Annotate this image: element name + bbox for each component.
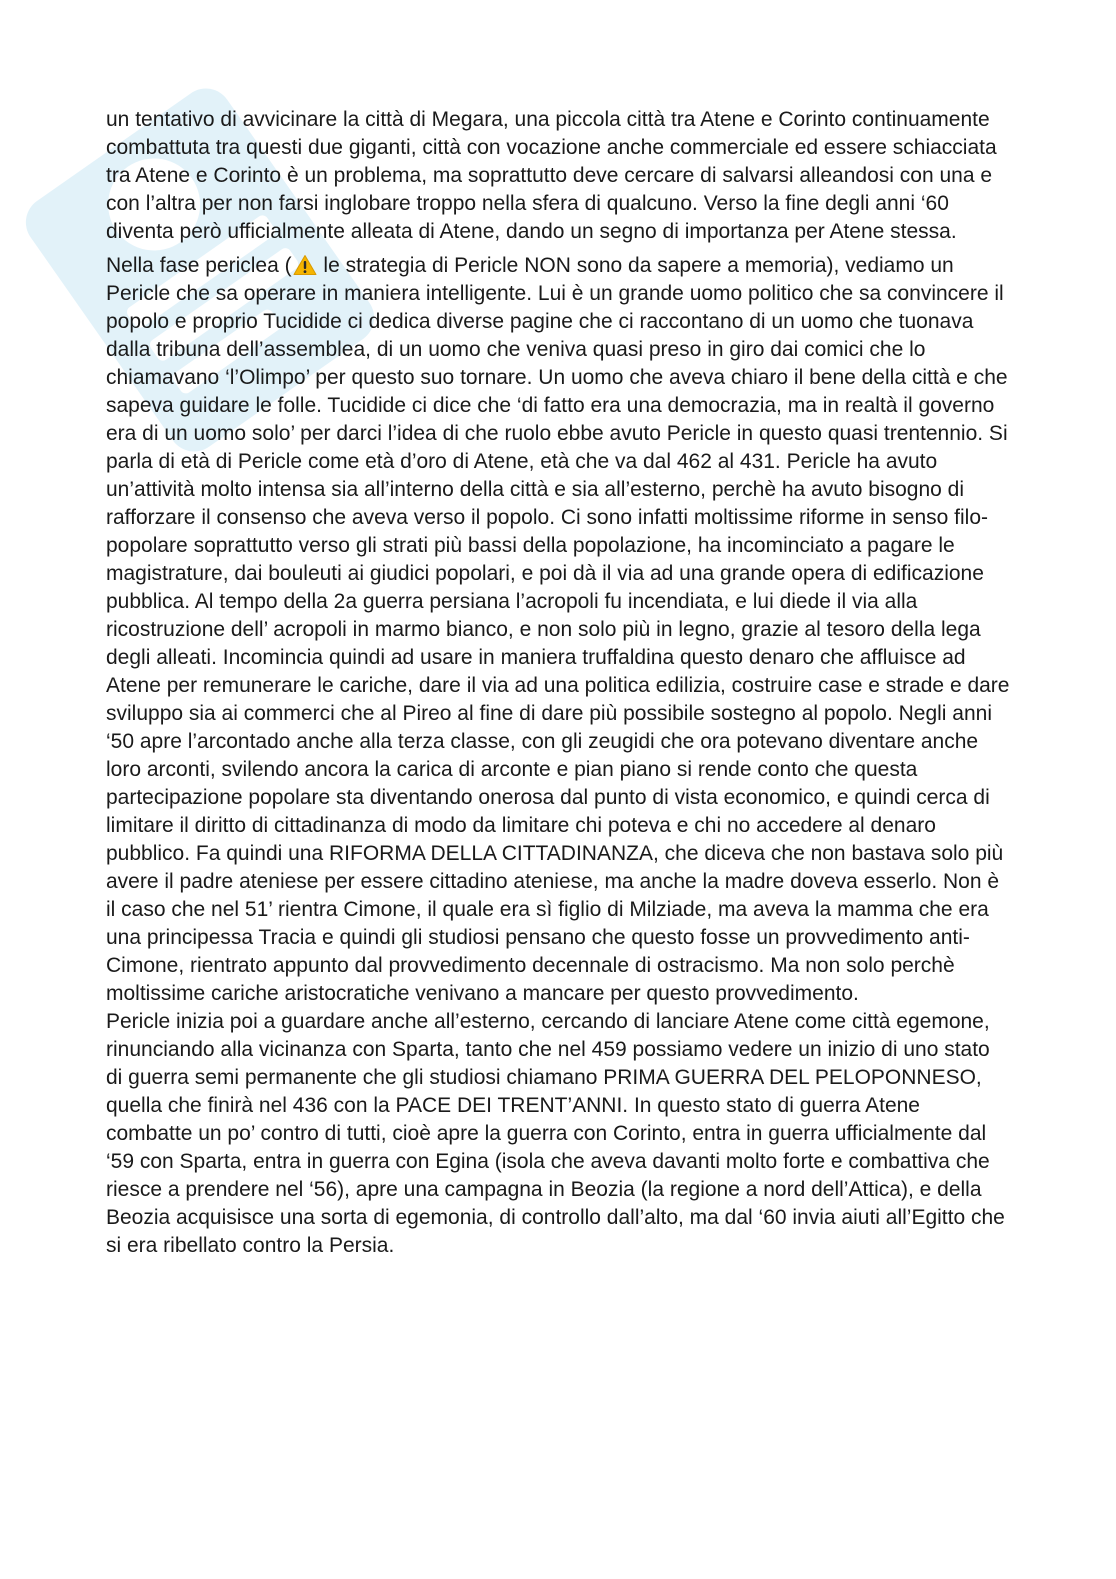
paragraph-pericle-body: le strategia di Pericle NON sono da sapere a memoria), vediamo un Pericle che sa operare in maniera intelligente. Lui è un grande uomo politico che sa convincere il popolo e proprio Tucidide ci dedica diverse pagine che ci raccontano di un uomo che tuonava dalla tribuna dell’assemblea, di un uomo che veniva quasi preso in giro dai comici che lo chiamavano ‘l’Olimpo’ per questo suo tornare. Un uomo che aveva chiaro il bene della città e che sapeva guidare le folle. Tucidide ci dice che ‘di fatto era una democrazia, ma in realtà il governo era di un uomo solo’ per darci l’idea di che ruolo ebbe avuto Pericle in questo quasi trentennio. Si parla di età di Pericle come età d’oro di Atene, età che va dal 462 al 431. Pericle ha avuto un’attività molto intensa sia all’interno della città e sia all’esterno, perchè ha avuto bisogno di rafforzare il consenso che aveva verso il popolo. Ci sono infatti moltissime riforme in senso filo-popolare soprattutto verso gli strati più bassi della popolazione, ha incominciato a pagare le magistrature, dai bouleuti ai giudici popolari, e poi dà il via ad una grande opera di edificazione pubblica. Al tempo della 2a guerra persiana l’acropoli fu incendiata, e lui diede il via alla ricostruzione dell’ acropoli in marmo bianco, e non solo più in legno, grazie al tesoro della lega degli alleati. Incomincia quindi ad usare in maniera truffaldina questo denaro che affluisce ad Atene per remunerare le cariche, dare il via ad una politica edilizia, costruire case e strade e dare sviluppo sia ai commerci che al Pireo al fine di dare più possibile sostegno al popolo. Negli anni ‘50 apre l’arcontado anche alla terza classe, con gli zeugidi che ora potevano diventare anche loro arconti, svilendo ancora la carica di arconte e pian piano si rende conto che questa partecipazione popolare sta diventando onerosa dal punto di vista economico, e quindi cerca di limitare il diritto di cittadinanza di modo da limitare chi poteva e chi no accedere al denaro pubblico. Fa quindi una RIFORMA DELLA CITTADINANZA, che diceva che non bastava solo più avere il padre ateniese per essere cittadino ateniese, ma anche la madre doveva esserlo. Non è il caso che nel 51’ rientra Cimone, il quale era sì figlio di Milziade, ma aveva la mamma che era una principessa Tracia e quindi gli studiosi pensano che questo fosse un provvedimento anti-Cimone, rientrato appunto dal provvedimento decennale di ostracismo. Ma non solo perchè moltissime cariche aristocratiche venivano a mancare per questo provvedimento. xyxy=(106,254,1010,1005)
paragraph-megara: un tentativo di avvicinare la città di Megara, una piccola città tra Atene e Corinto continuamente combattuta tra questi due giganti, città con vocazione anche commerciale ed essere schiacciata tra Atene e Corinto è un problema, ma soprattutto deve cercare di salvarsi alleandosi con una e con l’altra per non farsi inglobare troppo nella sfera di qualcuno. Verso la fine degli anni ‘60 diventa però ufficialmente alleata di Atene, dando un segno di importanza per Atene stessa. xyxy=(106,108,997,243)
warning-icon xyxy=(293,254,317,276)
paragraph-pericle-esterno: Pericle inizia poi a guardare anche all’esterno, cercando di lanciare Atene come città egemone, rinunciando alla vicinanza con Sparta, tanto che nel 459 possiamo vedere un inizio di uno stato di guerra semi permanente che gli studiosi chiamano PRIMA GUERRA DEL PELOPONNESO, quella che finirà nel 436 con la PACE DEI TRENT’ANNI. In questo stato di guerra Atene combatte un po’ contro di tutti, cioè apre la guerra con Corinto, entra in guerra ufficialmente dal ‘59 con Sparta, entra in guerra con Egina (isola che aveva davanti molto forte e combattiva che riesce a prendere nel ‘56), apre una campagna in Beozia (la regione a nord dell’Attica), e della Beozia acquisisce una sorta di egemonia, di controllo dall’alto, ma dal ‘60 invia aiuti all’Egitto che si era ribellato contro la Persia. xyxy=(106,1010,1005,1257)
paragraph-pericle-fase xyxy=(106,252,1011,1008)
document-body xyxy=(106,106,1011,1260)
paragraph-pericle-intro: Nella fase periclea ( xyxy=(106,254,292,277)
